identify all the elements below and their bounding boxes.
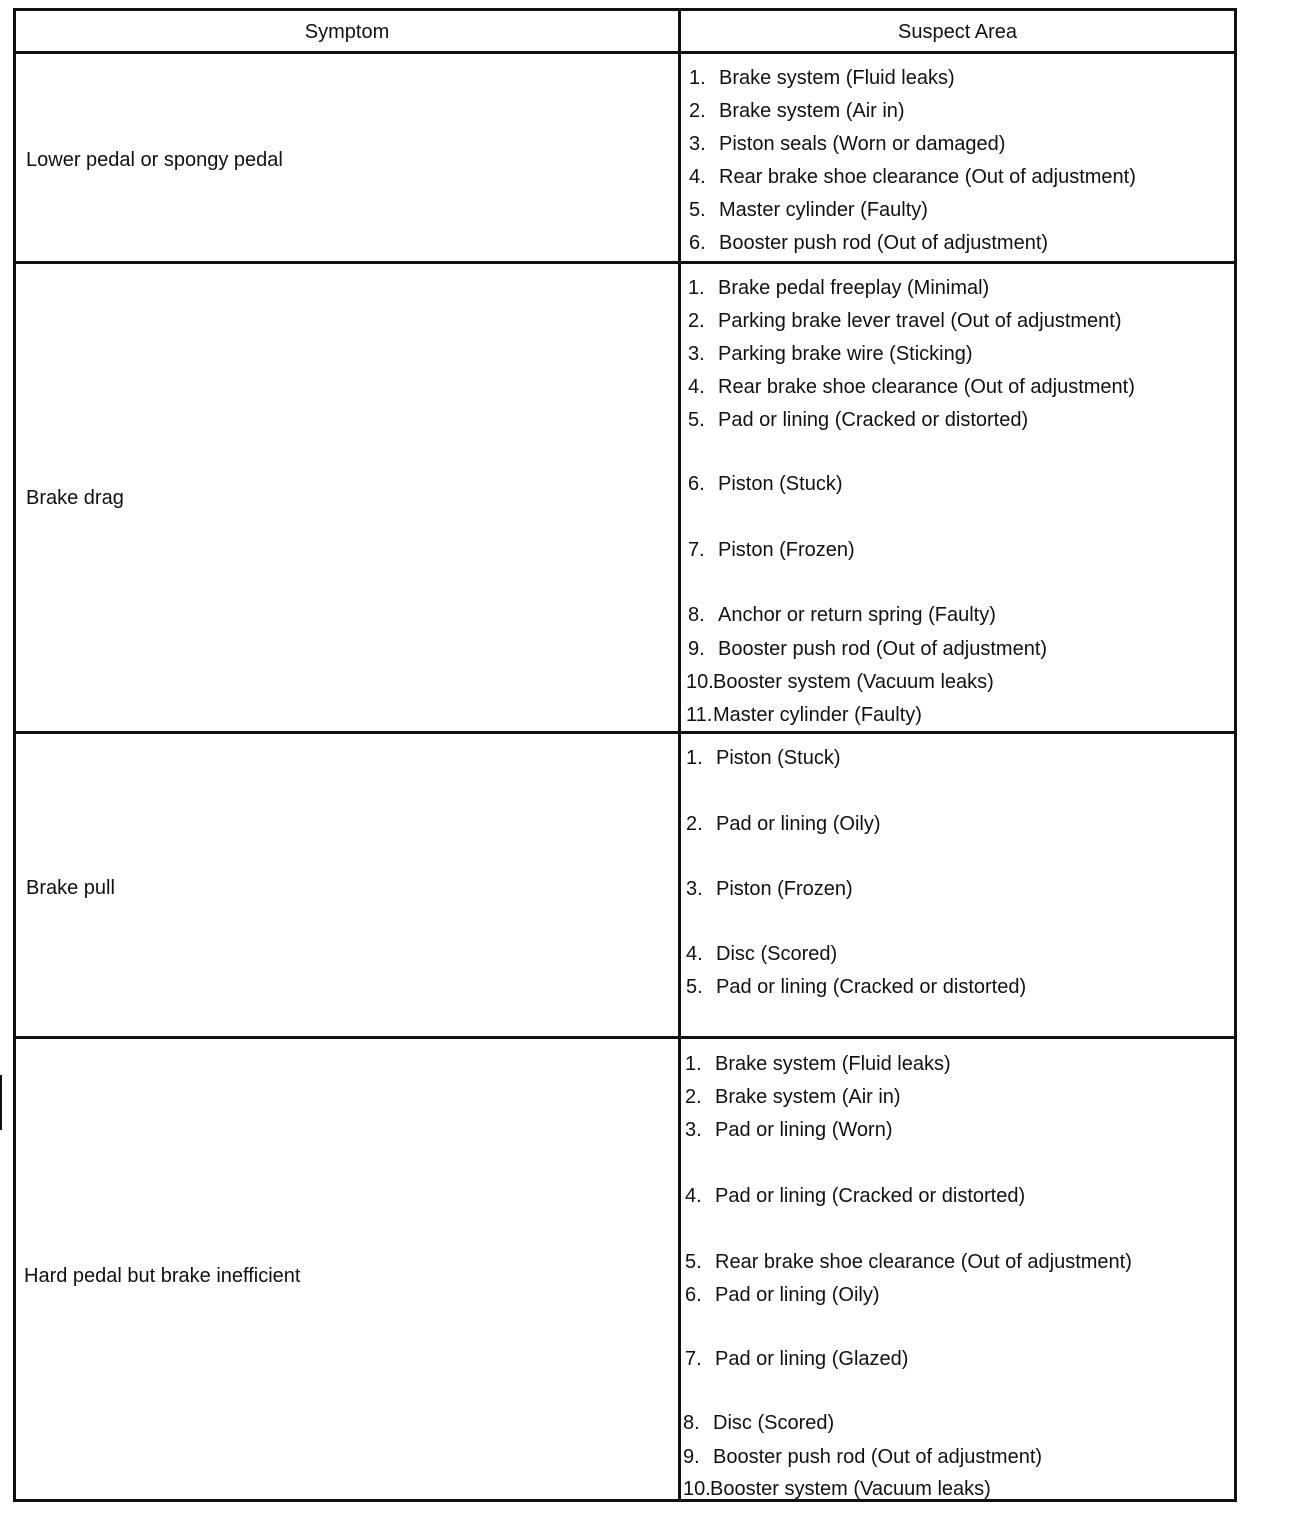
scan-edge-mark bbox=[0, 1075, 2, 1130]
row-divider bbox=[16, 1036, 1234, 1039]
suspect-item: 10.Booster system (Vacuum leaks) bbox=[683, 1478, 991, 1500]
symptom-cell: Hard pedal but brake inefficient bbox=[24, 1265, 301, 1287]
suspect-item: 1. Piston (Stuck) bbox=[686, 747, 841, 769]
suspect-item: 2. Parking brake lever travel (Out of adjustment) bbox=[688, 310, 1122, 332]
suspect-item: 5. Master cylinder (Faulty) bbox=[689, 199, 928, 221]
suspect-item: 4. Disc (Scored) bbox=[686, 943, 838, 965]
suspect-item: 9. Booster push rod (Out of adjustment) bbox=[683, 1446, 1043, 1468]
suspect-item: 4. Pad or lining (Cracked or distorted) bbox=[685, 1185, 1026, 1207]
header-suspect-area: Suspect Area bbox=[898, 20, 1017, 43]
suspect-item: 2. Brake system (Air in) bbox=[689, 100, 905, 122]
suspect-item: 6. Pad or lining (Oily) bbox=[685, 1284, 880, 1306]
suspect-item: 2. Brake system (Air in) bbox=[685, 1086, 901, 1108]
header-symptom: Symptom bbox=[304, 20, 390, 43]
suspect-item: 2. Pad or lining (Oily) bbox=[686, 813, 881, 835]
suspect-item: 1. Brake system (Fluid leaks) bbox=[689, 67, 955, 89]
suspect-item: 4. Rear brake shoe clearance (Out of adjustment) bbox=[688, 376, 1135, 398]
suspect-item: 7. Piston (Frozen) bbox=[688, 539, 855, 561]
suspect-item: 3. Pad or lining (Worn) bbox=[685, 1119, 893, 1141]
suspect-item: 7. Pad or lining (Glazed) bbox=[685, 1348, 909, 1370]
suspect-item: 9. Booster push rod (Out of adjustment) bbox=[688, 638, 1048, 660]
suspect-item: 8. Anchor or return spring (Faulty) bbox=[688, 604, 996, 626]
suspect-item: 6. Booster push rod (Out of adjustment) bbox=[689, 232, 1049, 254]
suspect-item: 3. Piston (Frozen) bbox=[686, 878, 853, 900]
row-divider bbox=[16, 261, 1234, 264]
suspect-item: 1. Brake system (Fluid leaks) bbox=[685, 1053, 951, 1075]
suspect-item: 4. Rear brake shoe clearance (Out of adjustment) bbox=[689, 166, 1136, 188]
symptom-cell: Brake pull bbox=[26, 877, 115, 899]
suspect-item: 11.Master cylinder (Faulty) bbox=[686, 704, 922, 726]
suspect-item: 5. Pad or lining (Cracked or distorted) bbox=[686, 976, 1027, 998]
suspect-item: 5. Rear brake shoe clearance (Out of adjustment) bbox=[685, 1251, 1132, 1273]
symptom-cell: Brake drag bbox=[26, 487, 124, 509]
symptom-cell: Lower pedal or spongy pedal bbox=[26, 149, 283, 171]
suspect-item: 10.Booster system (Vacuum leaks) bbox=[686, 671, 994, 693]
troubleshooting-table bbox=[13, 8, 1237, 1502]
row-divider bbox=[16, 731, 1234, 734]
suspect-item: 6. Piston (Stuck) bbox=[688, 473, 843, 495]
suspect-item: 1. Brake pedal freeplay (Minimal) bbox=[688, 277, 990, 299]
suspect-item: 3. Piston seals (Worn or damaged) bbox=[689, 133, 1006, 155]
suspect-item: 3. Parking brake wire (Sticking) bbox=[688, 343, 973, 365]
suspect-item: 5. Pad or lining (Cracked or distorted) bbox=[688, 409, 1029, 431]
suspect-item: 8. Disc (Scored) bbox=[683, 1412, 835, 1434]
column-divider bbox=[678, 11, 681, 1499]
